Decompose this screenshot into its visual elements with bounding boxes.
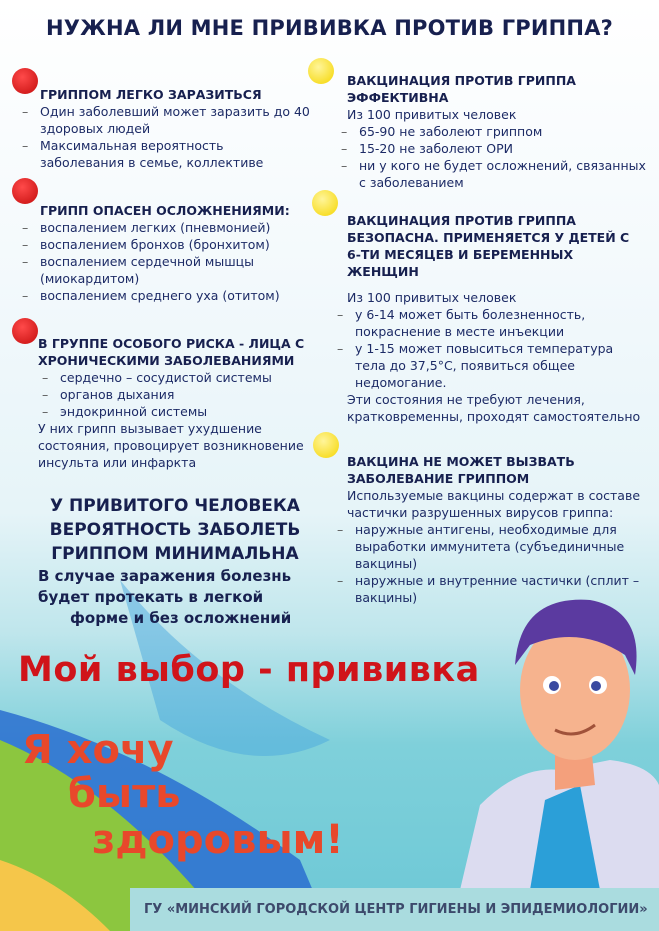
list-item: – ни у кого не будет осложнений, связанных с заболеванием <box>337 157 647 191</box>
summary-line: ГРИППОМ МИНИМАЛЬНА <box>51 544 299 564</box>
want-line: здоровым! <box>92 817 344 863</box>
list-item: – воспалением среднего уха (отитом) <box>18 287 325 304</box>
section-intro: Из 100 привитых человек <box>347 107 517 122</box>
want-line: Я хочу <box>22 727 174 773</box>
sad-face-icon <box>12 318 38 344</box>
list-item: – наружные антигены, необходимые для выработки иммунитета (субъединичные вакцины) <box>333 521 652 572</box>
list-item: – Максимальная вероятность заболевания в семье, коллективе <box>18 137 310 171</box>
list-item: – 15-20 не заболеют ОРИ <box>337 140 647 157</box>
section-easy-infection <box>40 86 310 171</box>
section-heading: В ГРУППЕ ОСОБОГО РИСКА - ЛИЦА С ХРОНИЧЕСКИМИ ЗАБОЛЕВАНИЯМИ <box>38 336 305 368</box>
summary-sub: форме и без осложнений <box>70 609 292 627</box>
sad-face-icon <box>12 68 38 94</box>
section-heading: ГРИПП ОПАСЕН ОСЛОЖНЕНИЯМИ: <box>40 203 290 218</box>
section-intro: Используемые вакцины содержат в составе частички разрушенных вирусов гриппа: <box>347 488 641 520</box>
section-note: У них грипп вызывает ухудшение состояния, провоцирует возникновение инсульта или инфаркта <box>38 421 304 470</box>
smiley-icon <box>312 190 338 216</box>
list-item: – 65-90 не заболеют гриппом <box>337 123 647 140</box>
list-item: – эндокринной системы <box>38 403 328 420</box>
summary-line: У ПРИВИТОГО ЧЕЛОВЕКА <box>50 496 300 516</box>
smiley-icon <box>313 432 339 458</box>
section-note: Эти состояния не требуют лечения, кратковременны, проходят самостоятельно <box>347 392 641 424</box>
section-effective <box>347 72 647 191</box>
list-item: – у 6-14 может быть болезненность, покраснение в месте инъекции <box>333 306 647 340</box>
section-safe <box>347 212 647 425</box>
section-complications <box>40 202 325 304</box>
section-heading: ВАКЦИНА НЕ МОЖЕТ ВЫЗВАТЬ ЗАБОЛЕВАНИЕ ГРИППОМ <box>347 454 575 486</box>
list-item: – воспалением бронхов (бронхитом) <box>18 236 325 253</box>
section-no-disease <box>347 453 652 606</box>
list-item: – наружные и внутренние частички (сплит – вакцины) <box>333 572 652 606</box>
list-item: – сердечно – сосудистой системы <box>38 369 328 386</box>
list-item: – Один заболевший может заразить до 40 здоровых людей <box>18 103 310 137</box>
list-item: – воспалением сердечной мышцы (миокардитом) <box>18 253 325 287</box>
section-heading: ВАКЦИНАЦИЯ ПРОТИВ ГРИППА БЕЗОПАСНА. ПРИМЕНЯЕТСЯ У ДЕТЕЙ С 6-ТИ МЕСЯЦЕВ И БЕРЕМЕННЫХ ЖЕНЩИН <box>347 213 630 279</box>
section-risk-group <box>38 335 328 471</box>
list-item: – воспалением легких (пневмонией) <box>18 219 325 236</box>
smiley-icon <box>308 58 334 84</box>
want-line: быть <box>68 771 181 817</box>
summary-sub: В случае заражения болезнь <box>38 567 292 585</box>
summary-block <box>30 494 320 629</box>
doctor-illustration <box>460 585 659 890</box>
footer-organization: ГУ «МИНСКИЙ ГОРОДСКОЙ ЦЕНТР ГИГИЕНЫ И ЭПИДЕМИОЛОГИИ» <box>130 888 659 931</box>
list-item: – у 1-15 может повыситься температура тела до 37,5°С, появиться общее недомогание. <box>333 340 647 391</box>
sad-face-icon <box>12 178 38 204</box>
summary-line: ВЕРОЯТНОСТЬ ЗАБОЛЕТЬ <box>49 520 301 540</box>
section-intro: Из 100 привитых человек <box>347 290 517 305</box>
section-heading: ВАКЦИНАЦИЯ ПРОТИВ ГРИППА ЭФФЕКТИВНА <box>347 73 576 105</box>
slogan: Мой выбор - прививка <box>18 650 480 690</box>
page-title: НУЖНА ЛИ МНЕ ПРИВИВКА ПРОТИВ ГРИППА? <box>45 16 614 40</box>
summary-sub: будет протекать в легкой <box>38 588 264 606</box>
section-heading: ГРИППОМ ЛЕГКО ЗАРАЗИТЬСЯ <box>40 87 262 102</box>
list-item: – органов дыхания <box>38 386 328 403</box>
